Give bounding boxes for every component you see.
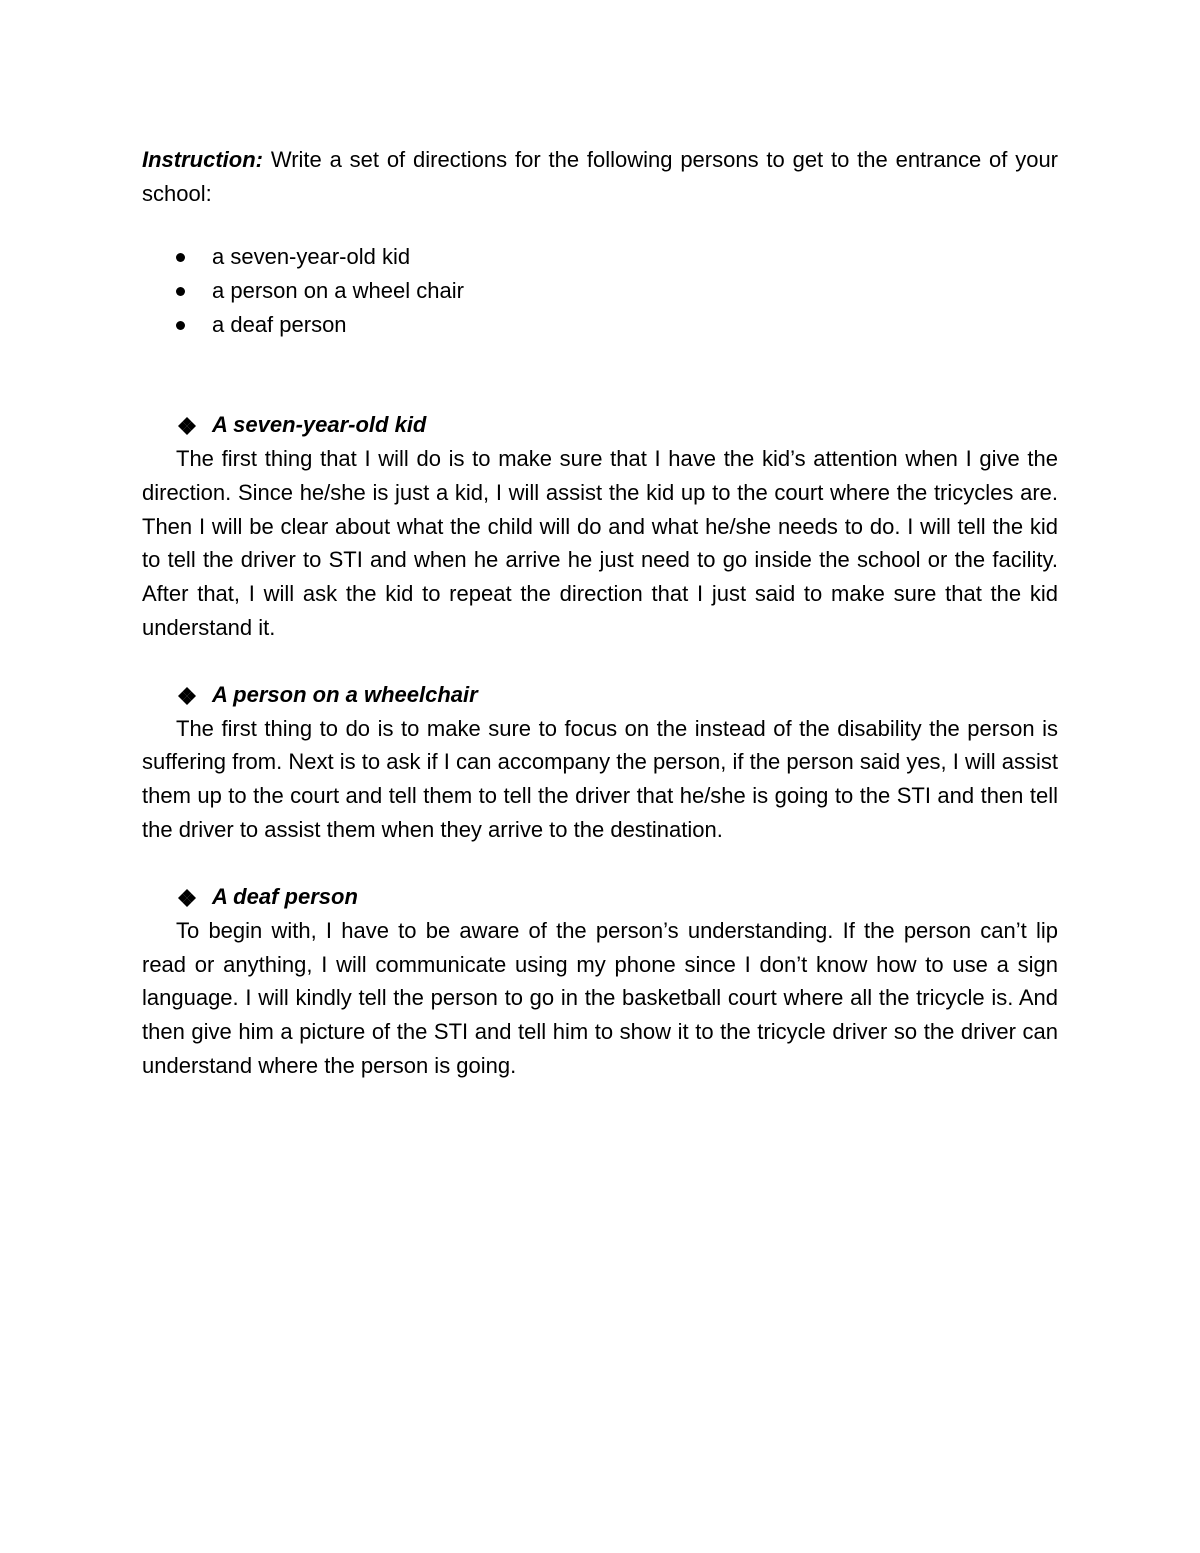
persons-list [142,240,1058,341]
section-heading [142,408,1058,442]
list-item-label: a deaf person [212,311,347,337]
bullet-dot-icon [176,321,185,330]
section-person-on-wheelchair [142,678,1058,847]
section-heading [142,880,1058,914]
instruction-text: Write a set of directions for the following persons to get to the entrance of your school: [142,147,1058,206]
list-item [142,308,1058,342]
bullet-dot-icon [176,253,185,262]
section-heading-text: A seven-year-old kid [212,412,427,438]
section-deaf-person [142,880,1058,1082]
diamond-bullet-icon [178,889,196,907]
list-item-label: a person on a wheel chair [212,278,464,304]
instruction-label: Instruction: [142,147,263,172]
diamond-bullet-icon [178,417,196,435]
section-body: To begin with, I have to be aware of the person’s understanding. If the person can’t lip read or anything, I will communicate using my phone since I don’t know how to use a sign language. I will kindly tell the person to go in the basketball court where all the tricycle is. And then give him a picture of the STI and tell him to show it to the tricycle driver so the driver can understand where the person is going. [142,917,1058,1078]
diamond-bullet-icon [178,687,196,705]
instruction-paragraph [142,143,1058,210]
section-heading [142,678,1058,712]
list-item [142,240,1058,274]
list-item-label: a seven-year-old kid [212,244,411,270]
section-body: The first thing to do is to make sure to focus on the instead of the disability the person is suffering from. Next is to ask if I can accompany the person, if the person said yes, I will assist them up to the court and tell them to tell the driver that he/she is going to the STI and then tell the driver to assist them when they arrive to the destination. [142,715,1058,842]
list-item [142,274,1058,308]
section-heading-text: A deaf person [212,884,358,910]
section-heading-text: A person on a wheelchair [212,682,478,708]
section-body: The first thing that I will do is to make sure that I have the kid’s attention when I give the direction. Since he/she is just a kid, I will assist the kid up to the court where the tricycles are. Then I will be clear about what the child will do and what he/she needs to do. I will tell the kid to tell the driver to STI and when he arrive he just need to go inside the school or the facility. After that, I will ask the kid to repeat the direction that I just said to make sure that the kid understand it. [142,446,1058,640]
section-seven-year-old-kid [142,408,1058,644]
bullet-dot-icon [176,287,185,296]
document-page [142,143,1058,1082]
